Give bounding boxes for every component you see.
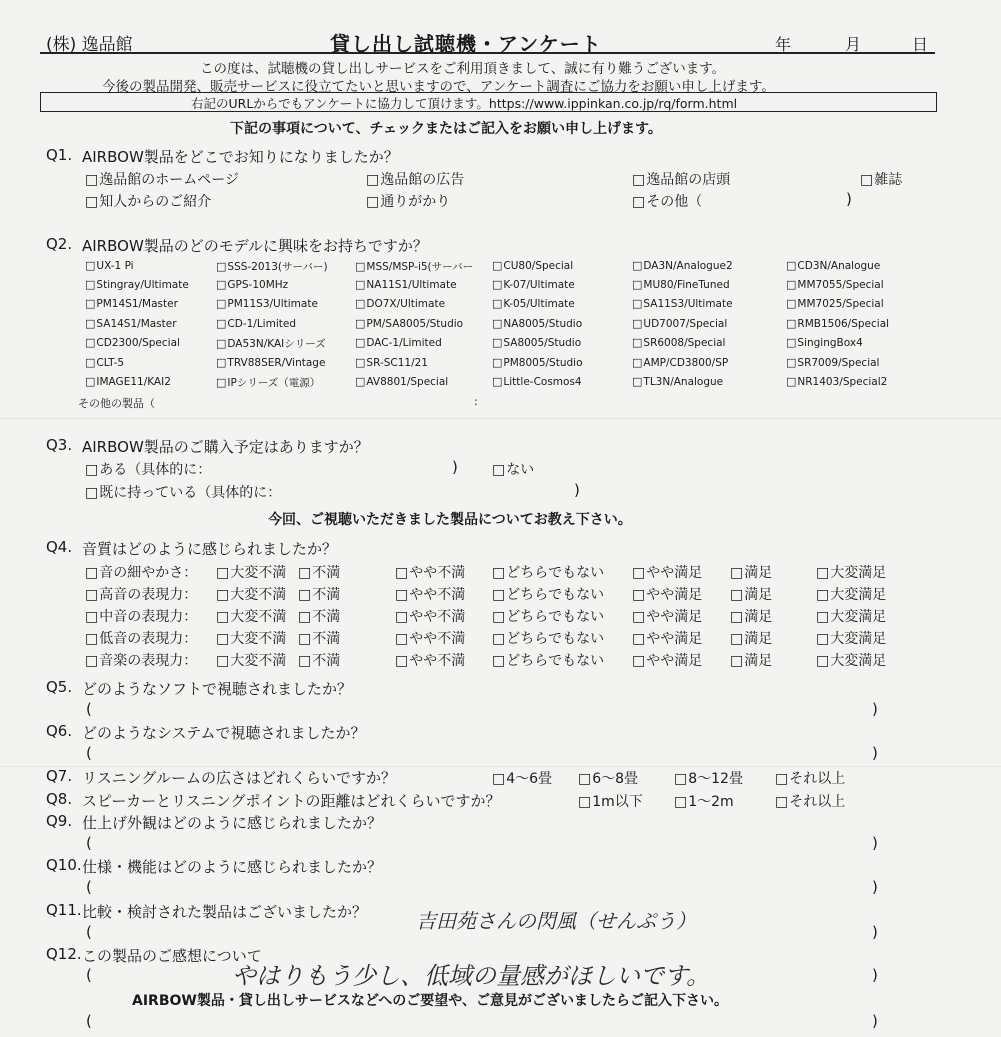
q2-model[interactable]: □ MSS/MSP-i5(サーバー [355,259,473,274]
q4-row-label: □ 低音の表現力： [85,628,197,648]
q4-scale-option[interactable]: □ 大変不満 [216,562,286,582]
q10-label: Q10. [46,856,82,874]
q4-scale-option[interactable]: □ 不満 [298,584,340,604]
q10-answer-open[interactable]: ( [86,878,92,896]
q4-scale-option[interactable]: □ 不満 [298,628,340,648]
q2-model[interactable]: □ MM7025/Special [786,297,884,310]
date-year[interactable]: 年 [775,35,792,54]
q10-answer-close: ) [872,878,878,896]
closing-answer-open[interactable]: ( [86,1012,92,1030]
q2-model[interactable]: □ NR1403/Special2 [786,375,887,388]
q4-scale-option[interactable]: □ 大変不満 [216,584,286,604]
q11-question: 比較・検討された製品はございましたか？ [82,903,368,921]
q4-scale-option[interactable]: □ 満足 [730,650,772,670]
q6-answer-close: ) [872,744,878,762]
q2-model[interactable]: □ SR6008/Special [632,336,725,349]
q8-option[interactable]: □ 1m以下 [578,791,643,811]
q4-row-label: □ 音楽の表現力： [85,650,197,670]
q2-model[interactable]: □ DA53N/KAIシリーズ [216,336,326,351]
q4-scale-option[interactable]: □ 大変不満 [216,650,286,670]
q12-label: Q12. [46,945,82,963]
q2-model[interactable]: □ CD-1/Limited [216,317,296,330]
q4-scale-option[interactable]: □ 満足 [730,606,772,626]
q2-model[interactable]: □ Little-Cosmos4 [492,375,582,388]
q11-handwritten-answer[interactable]: 吉田苑さんの閃風（せんぷう） [416,909,696,933]
q5-answer-close: ) [872,700,878,718]
q4-scale-option[interactable]: □ 大変満足 [816,628,886,648]
q4-scale-option[interactable]: □ やや満足 [632,562,702,582]
q4-scale-option[interactable]: □ どちらでもない [492,562,604,582]
q4-scale-option[interactable]: □ 不満 [298,650,340,670]
q4-scale-option[interactable]: □ やや不満 [395,562,465,582]
q2-model[interactable]: □ SSS-2013(サーバー) [216,259,328,274]
q1-option-referral[interactable]: □ 知人からのご紹介 [85,191,211,211]
q2-model[interactable]: □ IPシリーズ（電源） [216,375,320,390]
q10-question: 仕様・機能はどのように感じられましたか？ [82,858,383,876]
paper-crease [0,418,1001,419]
q2-model[interactable]: □ CD2300/Special [85,336,180,349]
header-divider [40,52,935,54]
q4-scale-option[interactable]: □ 満足 [730,628,772,648]
q4-scale-option[interactable]: □ 不満 [298,606,340,626]
q4-scale-option[interactable]: □ やや不満 [395,628,465,648]
q2-model[interactable]: □ GPS-10MHz [216,278,288,291]
q4-scale-option[interactable]: □ やや不満 [395,650,465,670]
q12-handwritten-answer[interactable]: やはりもう少し、低域の量感がほしいです。 [232,962,711,990]
q1-question: AIRBOW製品をどこでお知りになりましたか？ [82,148,399,166]
q2-model[interactable]: □ AV8801/Special [355,375,448,388]
q2-model[interactable]: □ MM7055/Special [786,278,884,291]
q4-scale-option[interactable]: □ やや満足 [632,650,702,670]
q2-other-close: : [474,395,478,408]
closing-answer-close: ) [872,1012,878,1030]
q2-model[interactable]: □ PM/SA8005/Studio [355,317,463,330]
q5-label: Q5. [46,678,73,696]
section-heading: 今回、ご視聴いただきました製品についてお教え下さい。 [268,512,632,528]
q2-model[interactable]: □ AMP/CD3800/SP [632,356,728,369]
q4-scale-option[interactable]: □ 大変満足 [816,650,886,670]
q5-question: どのようなソフトで視聴されましたか？ [82,680,353,698]
q11-answer-close: ) [872,923,878,941]
q8-question: スピーカーとリスニングポイントの距離はどれくらいですか？ [82,792,501,810]
q2-model[interactable]: □ SA14S1/Master [85,317,177,330]
q7-label: Q7. [46,767,73,785]
url-box [40,92,937,112]
q1-label: Q1. [46,146,73,164]
q4-scale-option[interactable]: □ どちらでもない [492,650,604,670]
q2-model[interactable]: □ TL3N/Analogue [632,375,723,388]
date-day[interactable]: 日 [912,35,929,54]
q8-option[interactable]: □ 1～2m [674,791,734,811]
q4-scale-option[interactable]: □ 不満 [298,562,340,582]
q4-question: 音質はどのように感じられましたか？ [82,540,338,558]
date-month[interactable]: 月 [845,35,862,54]
q4-scale-option[interactable]: □ やや満足 [632,628,702,648]
q4-scale-option[interactable]: □ やや満足 [632,606,702,626]
q3-option-yes[interactable]: □ ある（具体的に： [85,459,211,479]
company-name: (株) 逸品館 [46,35,133,55]
q1-option-magazine[interactable]: □ 雑誌 [860,169,902,189]
q3-yes-close: ) [452,458,458,476]
q4-label: Q4. [46,538,73,556]
q3-question: AIRBOW製品のご購入予定はありますか？ [82,438,369,456]
q3-have-close: ) [574,481,580,499]
q7-option[interactable]: □ 8～12畳 [674,768,743,788]
q2-model[interactable]: □ SA8005/Studio [492,336,581,349]
q7-option[interactable]: □ 6～8畳 [578,768,638,788]
q2-model[interactable]: □ PM11S3/Ultimate [216,297,318,310]
q1-other-close: ) [846,190,852,208]
q2-question: AIRBOW製品のどのモデルに興味をお持ちですか？ [82,237,428,255]
q4-scale-option[interactable]: □ 大変不満 [216,628,286,648]
q2-model[interactable]: □ DAC-1/Limited [355,336,442,349]
q2-model[interactable]: □ TRV88SER/Vintage [216,356,325,369]
q4-row-label: □ 高音の表現力： [85,584,197,604]
q2-model[interactable]: □ SR7009/Special [786,356,879,369]
q2-model[interactable]: □ Stingray/Ultimate [85,278,189,291]
q4-scale-option[interactable]: □ どちらでもない [492,584,604,604]
q6-question: どのようなシステムで視聴されましたか？ [82,724,366,742]
q4-scale-option[interactable]: □ 満足 [730,584,772,604]
q4-row-label: □ 中音の表現力： [85,606,197,626]
q2-model[interactable]: □ NA11S1/Ultimate [355,278,457,291]
q2-other-label[interactable]: その他の製品（ [78,397,155,410]
q2-model[interactable]: □ SR-SC11/21 [355,356,428,369]
q8-label: Q8. [46,790,73,808]
q2-model[interactable]: □ SA11S3/Ultimate [632,297,733,310]
q2-model[interactable]: □ PM8005/Studio [492,356,583,369]
q2-model[interactable]: □ CD3N/Analogue [786,259,880,272]
q4-scale-option[interactable]: □ 大変不満 [216,606,286,626]
q2-model[interactable]: □ K-07/Ultimate [492,278,575,291]
q1-option-store[interactable]: □ 逸品館の店頭 [632,169,730,189]
instruction-heading: 下記の事項について、チェックまたはご記入をお願い申し上げます。 [230,121,662,137]
intro-line-2: 今後の製品開発、販売サービスに役立てたいと思いますので、アンケート調査にご協力をお願い申し上げます。 [102,79,775,95]
q2-model[interactable]: □ UX-1 Pi [85,259,134,272]
q9-answer-open[interactable]: ( [86,834,92,852]
q2-model[interactable]: □ DO7X/Ultimate [355,297,445,310]
q9-answer-close: ) [872,834,878,852]
q4-scale-option[interactable]: □ 大変満足 [816,562,886,582]
q12-answer-close: ) [872,966,878,984]
url-line[interactable]: 右記のURLからでもアンケートに協力して頂けます。https://www.ippinkan.co.jp/rq/form.html [191,96,738,111]
q3-option-no[interactable]: □ ない [492,459,534,479]
q1-option-homepage[interactable]: □ 逸品館のホームページ [85,169,239,189]
q7-question: リスニングルームの広さはどれくらいですか？ [82,769,396,787]
q1-option-ad[interactable]: □ 逸品館の広告 [366,169,464,189]
q4-scale-option[interactable]: □ 大変満足 [816,584,886,604]
q11-answer-open[interactable]: ( [86,923,92,941]
q4-scale-option[interactable]: □ やや満足 [632,584,702,604]
q2-model[interactable]: □ RMB1506/Special [786,317,889,330]
q3-option-have[interactable]: □ 既に持っている（具体的に： [85,482,281,502]
q4-scale-option[interactable]: □ やや不満 [395,606,465,626]
q4-scale-option[interactable]: □ やや不満 [395,584,465,604]
q2-model[interactable]: □ PM14S1/Master [85,297,178,310]
q9-label: Q9. [46,812,73,830]
q6-answer-open[interactable]: ( [86,744,92,762]
q2-model[interactable]: □ SingingBox4 [786,336,863,349]
q4-scale-option[interactable]: □ 満足 [730,562,772,582]
q11-label: Q11. [46,901,82,919]
q3-label: Q3. [46,436,73,454]
q9-question: 仕上げ外観はどのように感じられましたか？ [82,814,383,832]
q4-scale-option[interactable]: □ どちらでもない [492,606,604,626]
q2-label: Q2. [46,235,73,253]
q2-model[interactable]: □ CU80/Special [492,259,573,272]
q2-model[interactable]: □ IMAGE11/KAI2 [85,375,171,388]
q4-scale-option[interactable]: □ 大変満足 [816,606,886,626]
q2-model[interactable]: □ K-05/Ultimate [492,297,575,310]
page-title: 貸し出し試聴機・アンケート [330,32,602,56]
q7-option[interactable]: □ 4～6畳 [492,768,552,788]
q2-model[interactable]: □ DA3N/Analogue2 [632,259,733,272]
q7-option[interactable]: □ それ以上 [775,768,845,788]
q4-row-label: □ 音の細やかさ： [85,562,197,582]
q8-option[interactable]: □ それ以上 [775,791,845,811]
q2-model[interactable]: □ NA8005/Studio [492,317,582,330]
intro-line-1: この度は、試聴機の貸し出しサービスをご利用頂きまして、誠に有り難うございます。 [200,61,726,77]
q4-scale-option[interactable]: □ どちらでもない [492,628,604,648]
q1-option-other[interactable]: □ その他（ [632,191,702,211]
q5-answer-open[interactable]: ( [86,700,92,718]
q1-option-passing[interactable]: □ 通りがかり [366,191,450,211]
q2-model[interactable]: □ MU80/FineTuned [632,278,730,291]
q6-label: Q6. [46,722,73,740]
q12-question: この製品のご感想について [82,947,262,965]
q2-model[interactable]: □ CLT-5 [85,356,124,369]
q2-model[interactable]: □ UD7007/Special [632,317,727,330]
closing-heading: AIRBOW製品・貸し出しサービスなどへのご要望や、ご意見がございましたらご記入下さい。 [132,993,728,1009]
q12-answer-open[interactable]: ( [86,966,92,984]
